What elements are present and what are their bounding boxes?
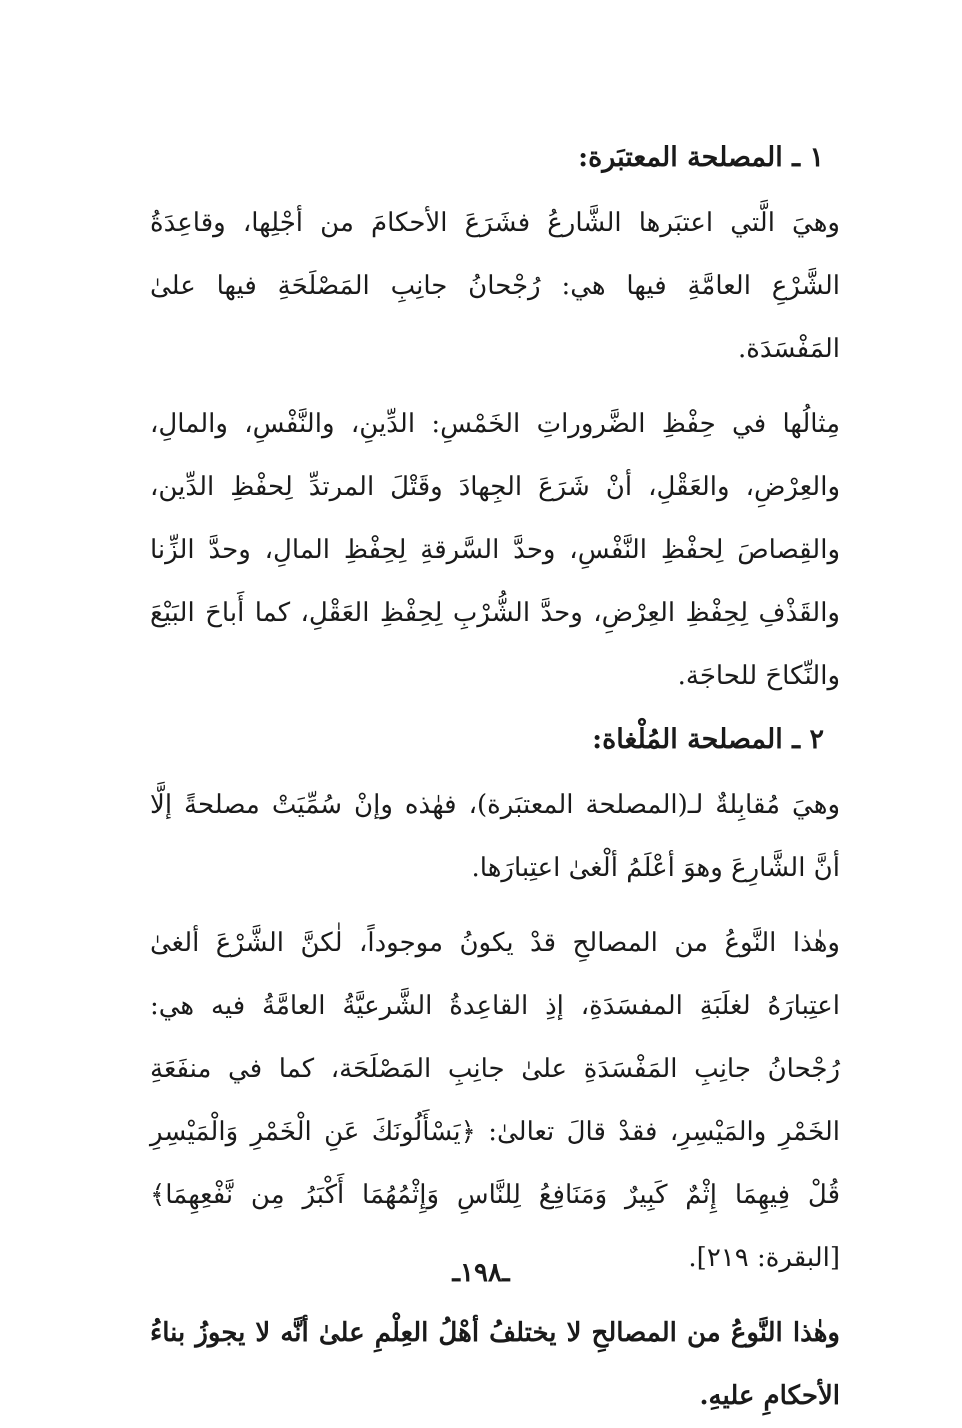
paragraph-definition-cancelled: وهيَ مُقابِلةٌ لـ(المصلحة المعتبَرة)، فهٰذه وإنْ سُمِّيَتْ مصلحةً إلَّا أنَّ الشَّارِعَ وهوَ أعْلَمُ ألْغىٰ اعتِبارَها. [150,790,840,883]
paragraph-wine-gambling-example: وهٰذا النَّوعُ من المصالحِ قدْ يكونُ موجوداً، لٰكنَّ الشَّرْعَ ألغىٰ اعتِبارَهُ لغلَبَةِ المفسَدَةِ، إذِ القاعِدةُ الشَّرعيَّةُ العامَّةُ فيه هي: رُجْحانُ جانِبِ المَفْسَدَةِ علىٰ جانِبِ المَصْلَحَة، كما في منفَعَةِ الخَمْرِ والمَيْسِرِ، فقدْ قالَ تعالىٰ: ﴿يَسْأَلُونَكَ عَنِ الْخَمْرِ وَالْمَيْسِرِ قُلْ فِيهِمَا إِثْمٌ كَبِيرٌ وَمَنَافِعُ لِلنَّاسِ وَإِثْمُهُمَا أَكْبَرُ مِن نَّفْعِهِمَا﴾ [البقرة: ٢١٩]. [150,928,840,1273]
book-page [150,138,840,1411]
paragraph-definition-considered: وهيَ الَّتي اعتبَرها الشَّارعُ فشَرَعَ الأحكامَ من أجْلِها، وقاعِدَةُ الشَّرْعِ العامَّةِ فيها هي: رُجْحانُ جانِبِ المَصْلَحَةِ فيها علىٰ المَفْسَدَة. [150,208,840,364]
page-number: ـ١٩٨ـ [452,1258,510,1288]
section-heading-considered-interest: ١ ـ المصلحة المعتبَرة: [578,142,824,173]
paragraph-scholarly-consensus: وهٰذا النَّوعُ من المصالحِ لا يختلفُ أهْلُ العِلْمِ علىٰ أنَّه لا يجوزُ بناءُ الأحكامِ عليهِ. [150,1318,840,1411]
section-heading-cancelled-interest: ٢ ـ المصلحة المُلْغاة: [592,724,824,755]
paragraph-example-five-necessities: مِثالُها في حِفْظِ الضَّروراتِ الخَمْسِ: الدِّينِ، والنَّفْسِ، والمالِ، والعِرْضِ، والعَقْلِ، أنْ شَرَعَ الجِهادَ وقَتْلَ المرتدِّ لِحفْظِ الدِّين، والقِصاصَ لِحفْظِ النَّفْسِ، وحدَّ السَّرقةِ لِحِفْظِ المالِ، وحدَّ الزِّنا والقَذْفِ لِحِفْظِ العِرْضِ، وحدَّ الشُّرْبِ لِحِفْظِ العَقْلِ، كما أَباحَ البَيْعَ والنِّكاحَ للحاجَة. [150,409,840,691]
